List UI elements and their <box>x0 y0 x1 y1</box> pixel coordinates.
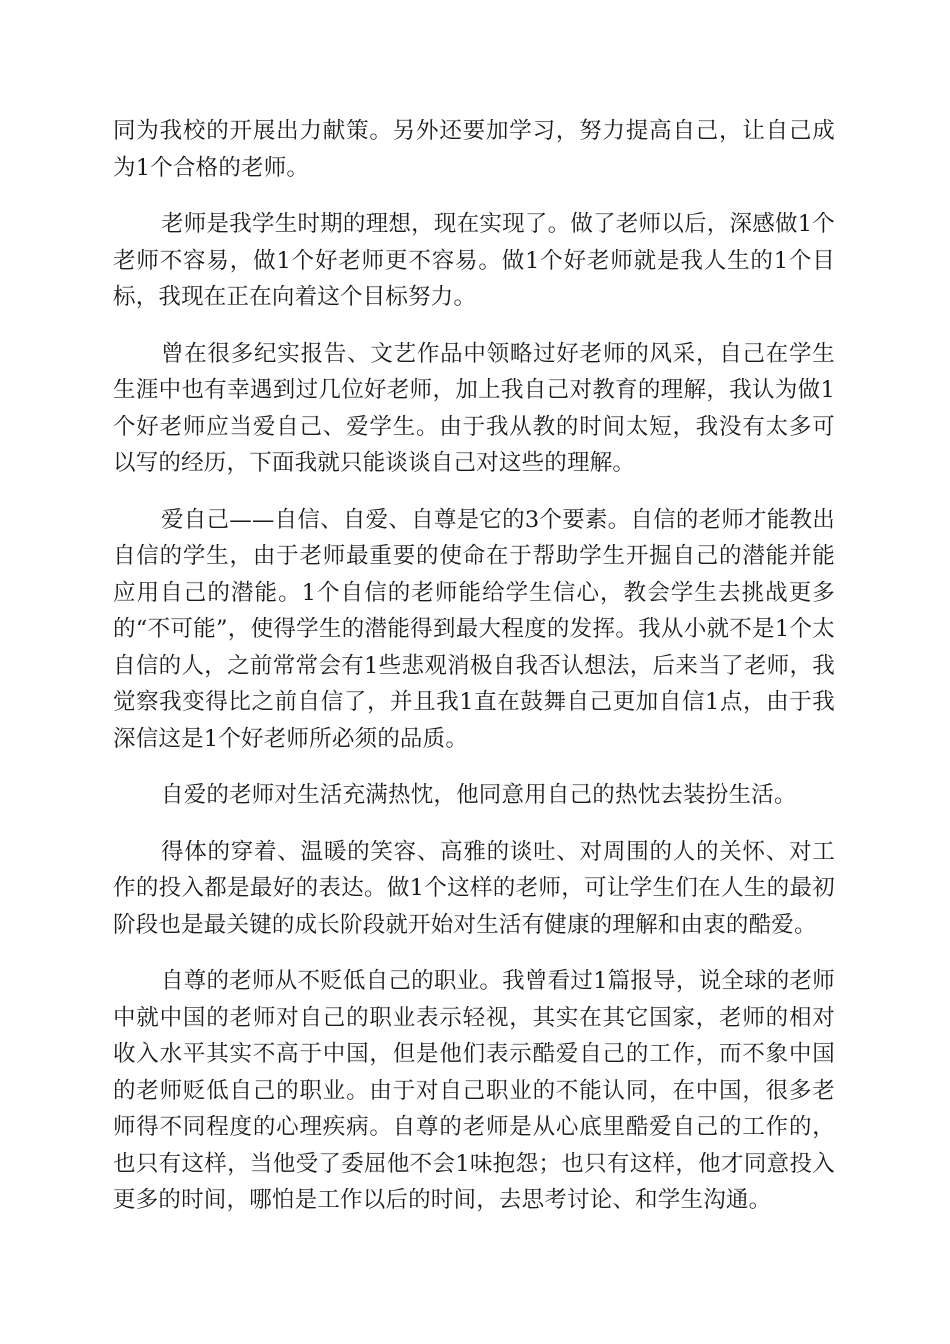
paragraph: 曾在很多纪实报告、文艺作品中领略过好老师的风采，自己在学生生涯中也有幸遇到过几位好老师，加上我自己对教育的理解，我认为做1个好老师应当爱自己、爱学生。由于我从教的时间太短，我没有太多可以写的经历，下面我就只能谈谈自己对这些的理解。 <box>113 340 835 476</box>
paragraph: 爱自己——自信、自爱、自尊是它的3个要素。自信的老师才能教出自信的学生，由于老师最重要的使命在于帮助学生开掘自己的潜能并能应用自己的潜能。1个自信的老师能给学生信心，教会学生去挑战更多的“不可能”，使得学生的潜能得到最大程度的发挥。我从小就不是1个太自信的人，之前常常会有1些悲观消极自我否认想法，后来当了老师，我觉察我变得比之前自信了，并且我1直在鼓舞自己更加自信1点，由于我深信这是1个好老师所必须的品质。 <box>113 506 835 752</box>
paragraph: 得体的穿着、温暖的笑容、高雅的谈吐、对周围的人的关怀、对工作的投入都是最好的表达。做1个这样的老师，可让学生们在人生的最初阶段也是最关键的成长阶段就开始对生活有健康的理解和由衷的酷爱。 <box>113 838 835 938</box>
paragraph-continued: 同为我校的开展出力献策。另外还要加学习，努力提高自己，让自己成为1个合格的老师。 <box>113 118 835 181</box>
paragraph: 老师是我学生时期的理想，现在实现了。做了老师以后，深感做1个老师不容易，做1个好老师更不容易。做1个好老师就是我人生的1个目标，我现在正在向着这个目标努力。 <box>113 211 835 310</box>
paragraph: 自尊的老师从不贬低自己的职业。我曾看过1篇报导，说全球的老师中就中国的老师对自己的职业表示轻视，其实在其它国家，老师的相对收入水平其实不高于中国，但是他们表示酷爱自己的工作，而不象中国的老师贬低自己的职业。由于对自己职业的不能认同，在中国，很多老师得不同程度的心理疾病。自尊的老师是从心底里酷爱自己的工作的，也只有这样，当他受了委屈他不会1味抱怨；也只有这样，他才同意投入更多的时间，哪怕是工作以后的时间，去思考讨论、和学生沟通。 <box>113 968 835 1213</box>
document-body <box>113 113 835 1239</box>
paragraph: 自爱的老师对生活充满热忱，他同意用自己的热忱去装扮生活。 <box>161 782 797 808</box>
